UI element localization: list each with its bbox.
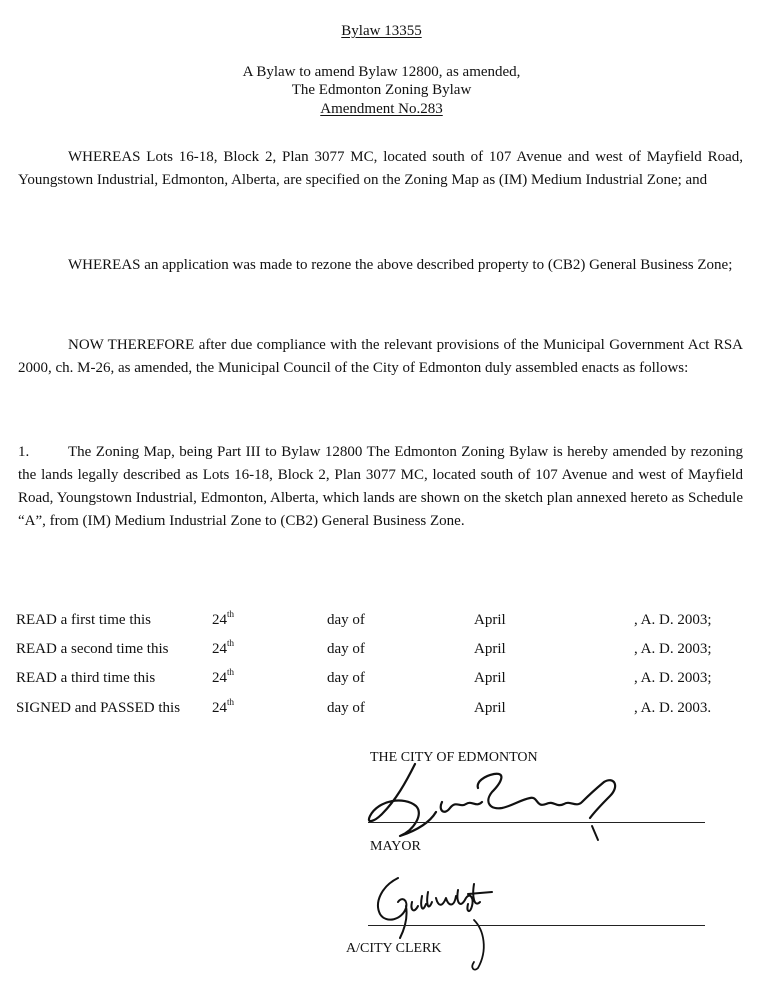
reading-label: SIGNED and PASSED this [16,700,181,716]
reading-label: READ a second time this [16,641,169,657]
whereas-paragraph-1: WHEREAS Lots 16-18, Block 2, Plan 3077 MC, located south of 107 Avenue and west of Mayfield Road, Youngstown Industrial, Edmonton, Alberta, are specified on the Zoning Map as (IM) Medium Industrial Zone; and [18,149,743,188]
reading-day-of: day of [327,700,365,716]
clause-1-number: 1. [18,444,30,460]
bylaw-subtitle-line1: A Bylaw to amend Bylaw 12800, as amended, [242,64,521,80]
now-therefore-paragraph: NOW THEREFORE after due compliance with the relevant provisions of the Municipal Government Act RSA 2000, ch. M-26, as amended, the Municipal Council of the City of Edmonton duly assembled enacts as follows: [18,337,743,376]
whereas-paragraph-2: WHEREAS an application was made to rezone the above described property to (CB2) General Business Zone; [68,257,733,273]
reading-day-of: day of [327,612,365,628]
clause-1-text: The Zoning Map, being Part III to Bylaw 12800 The Edmonton Zoning Bylaw is hereby amended by rezoning the lands legally described as Lots 16-18, Block 2, Plan 3077 MC, located south of 107 Avenue and west of Mayfield Road, Youngstown Industrial, Edmonton, Alberta, which lands are shown on the sketch plan annexed hereto as Schedule “A”, from (IM) Medium Industrial Zone to (CB2) General Business Zone. [18,444,743,529]
reading-year: , A. D. 2003. [634,700,712,716]
reading-year: , A. D. 2003; [634,641,712,657]
reading-row [16,698,746,718]
reading-day-of: day of [327,641,365,657]
reading-row [16,639,746,659]
reading-row [16,668,746,688]
city-name: THE CITY OF EDMONTON [370,750,538,765]
reading-day: 24th [212,697,235,716]
reading-month: April [474,641,506,657]
city-clerk-title [346,941,442,957]
reading-month: April [474,612,506,628]
reading-month: April [474,700,506,716]
reading-day: 24th [212,638,235,657]
bylaw-title: Bylaw 13355 [341,23,422,39]
reading-day-of: day of [327,670,365,686]
amendment-number: Amendment No.283 [320,101,443,117]
city-clerk-signature [362,868,522,978]
mayor-signature-line [368,822,705,823]
bylaw-subtitle-line2: The Edmonton Zoning Bylaw [291,82,472,98]
city-clerk-signature-line [368,925,705,926]
reading-day: 24th [212,609,235,628]
reading-label: READ a first time this [16,612,151,628]
reading-day: 24th [212,667,235,686]
clerk-prefix: A/ [346,941,360,956]
mayor-title: MAYOR [370,839,421,854]
clerk-title-text: CITY CLERK [360,941,442,956]
reading-month: April [474,670,506,686]
reading-year: , A. D. 2003; [634,612,712,628]
reading-row [16,610,746,630]
clause-1 [18,441,743,533]
reading-label: READ a third time this [16,670,156,686]
reading-year: , A. D. 2003; [634,670,712,686]
